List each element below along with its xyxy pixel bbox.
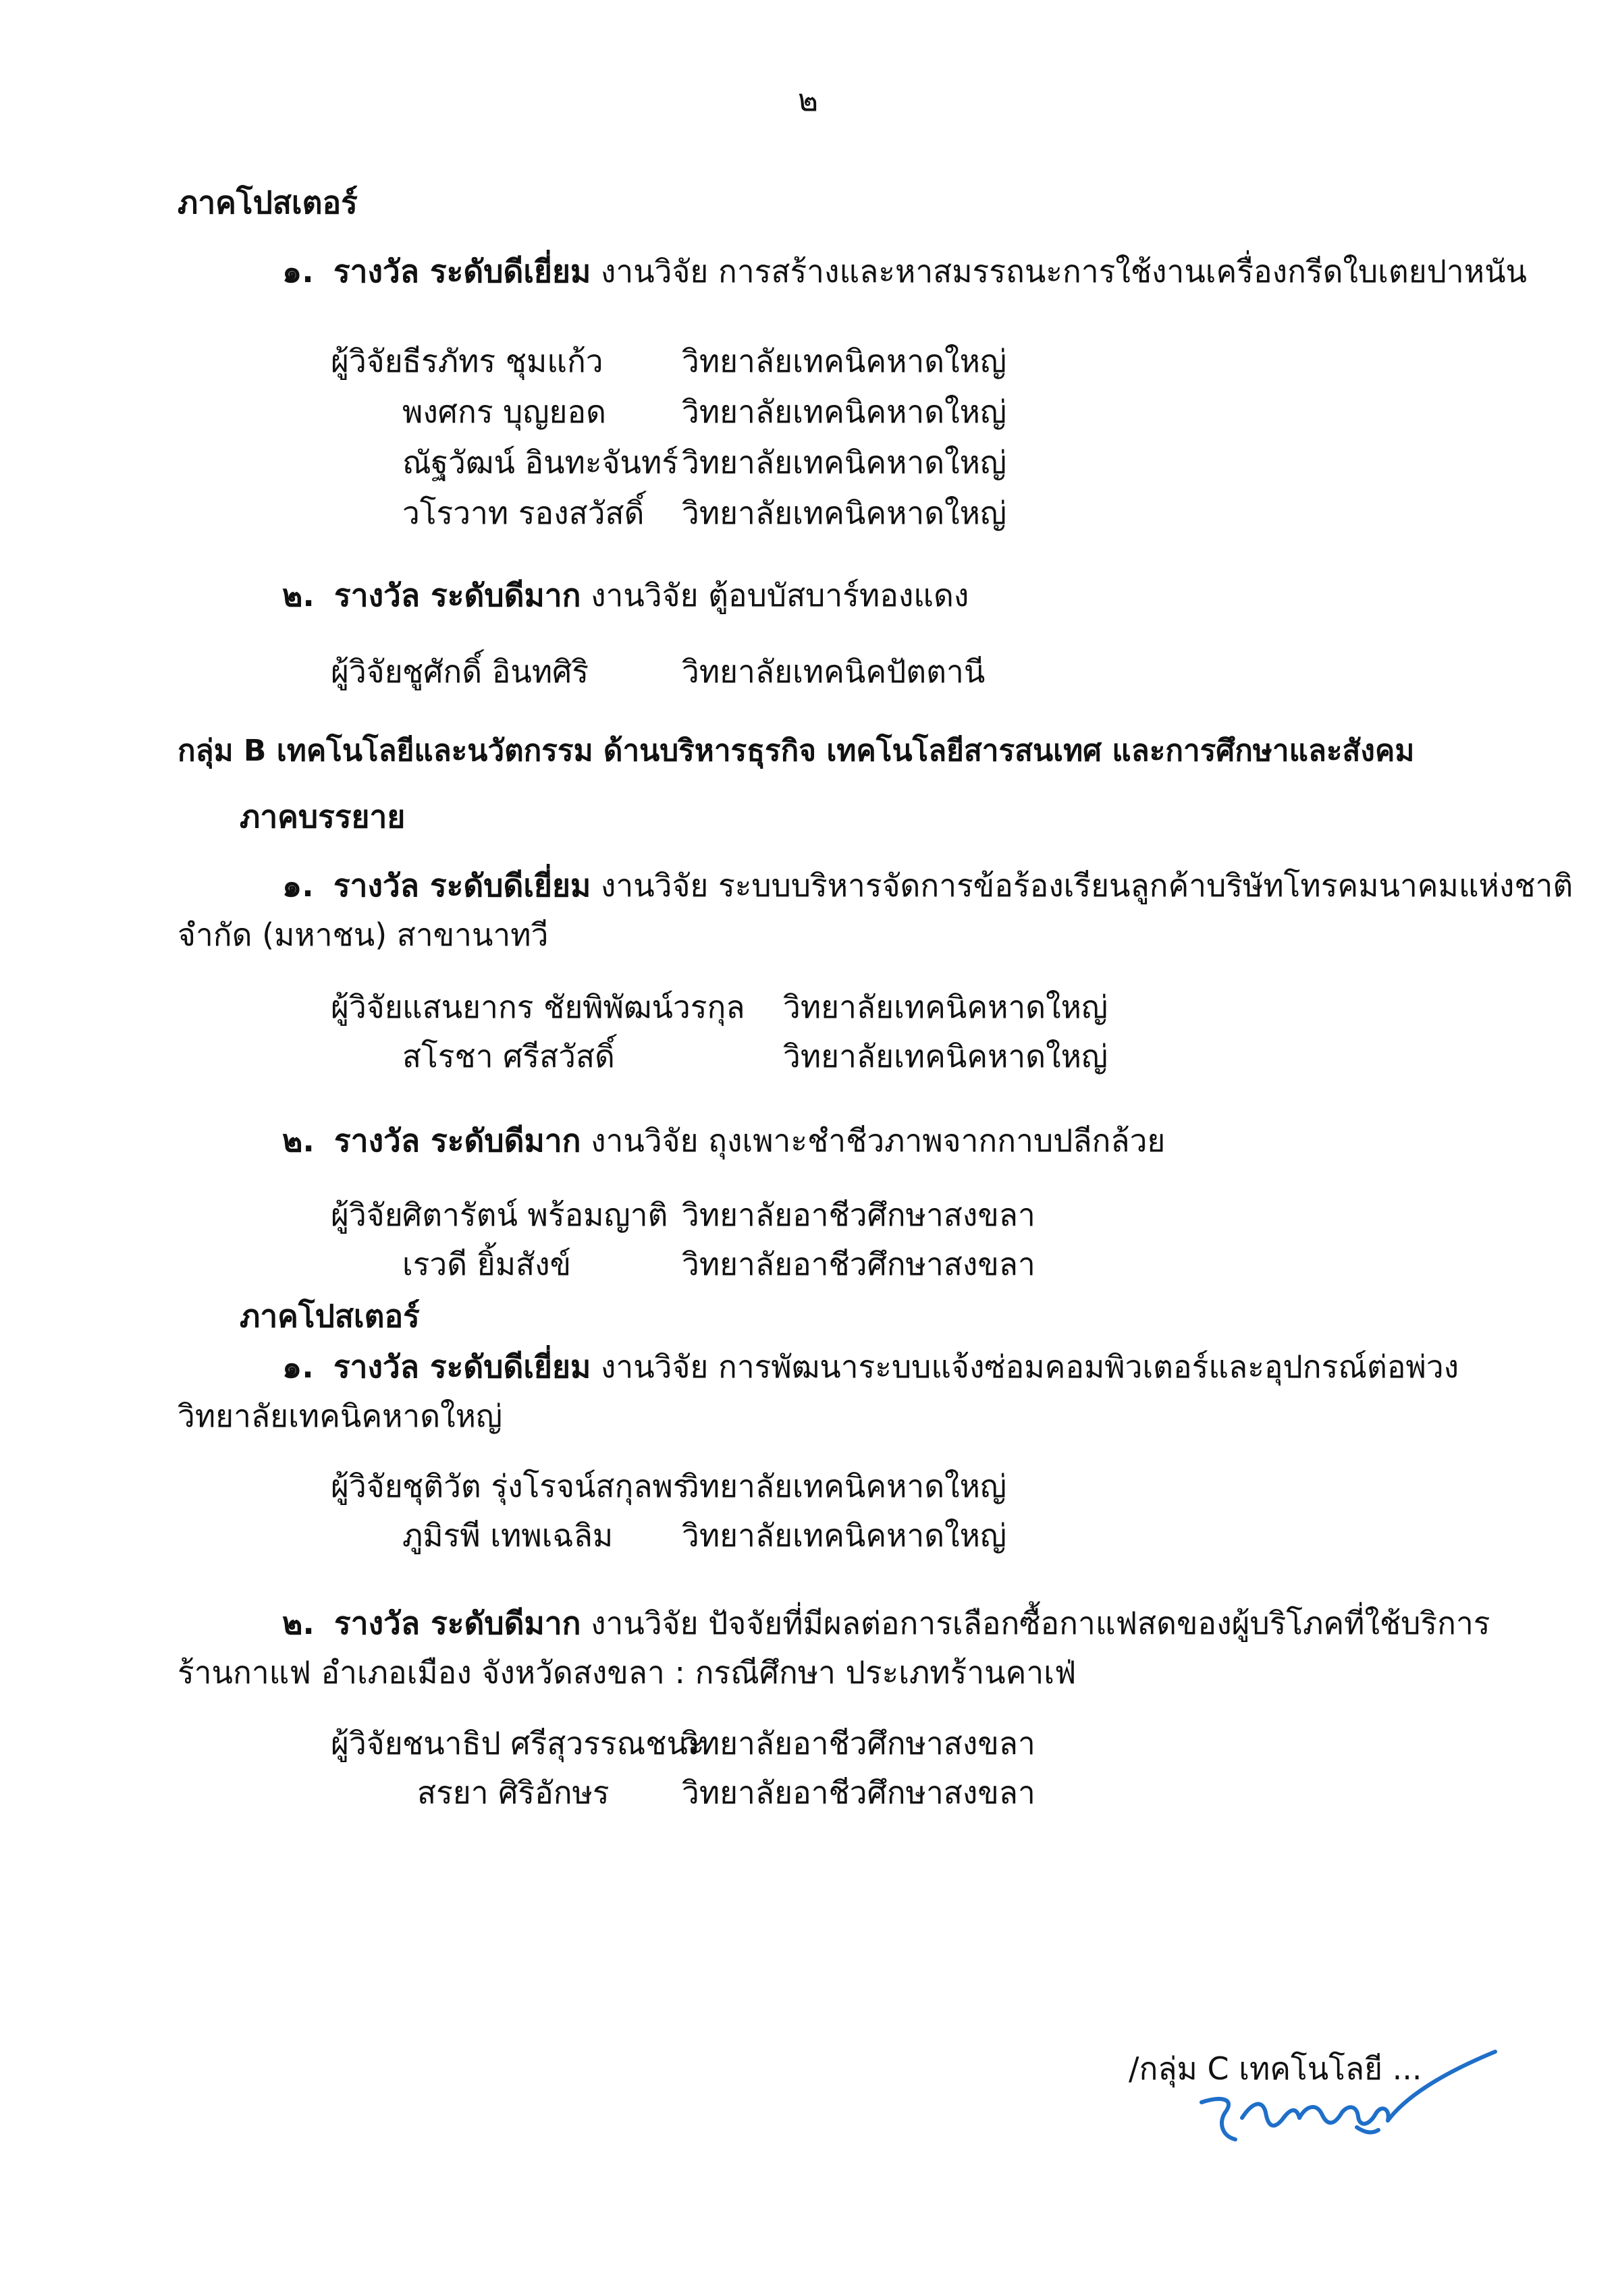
- researcher-name: ชนาธิป ศรีสุวรรณชนะ: [402, 1725, 705, 1761]
- group-b-heading: กลุ่ม B เทคโนโลยีและนวัตกรรม ด้านบริหารธุรกิจ เทคโนโลยีสารสนเทศ และการศึกษาและสังคม: [178, 734, 1415, 768]
- page-number: ๒: [797, 82, 819, 118]
- researcher-org: วิทยาลัยเทคนิคหาดใหญ่: [682, 1517, 1007, 1554]
- award-line: [282, 1603, 1490, 1643]
- signature-stroke: [1342, 2107, 1389, 2124]
- researcher-label: ผู้วิจัย: [331, 1197, 403, 1233]
- continuation-note: /กลุ่ม C เทคโนโลยี ...: [1129, 2050, 1422, 2087]
- award-text: งานวิจัย การสร้างและหาสมรรถนะการใช้งานเครื่องกรีดใบเตยปาหนัน: [600, 253, 1527, 290]
- signature-stroke: [1357, 2127, 1378, 2132]
- researcher-name: สโรชา ศรีสวัสดิ์: [402, 1038, 615, 1074]
- section-heading-poster: ภาคโปสเตอร์: [178, 184, 358, 221]
- award-number: ๒.: [282, 1605, 315, 1641]
- award-title: รางวัล ระดับดีมาก: [334, 1122, 581, 1159]
- researcher-org: วิทยาลัยเทคนิคหาดใหญ่: [682, 444, 1007, 481]
- signature-stroke: [1388, 2052, 1495, 2121]
- section-heading-oral: ภาคบรรยาย: [240, 798, 406, 835]
- award-line: [282, 575, 969, 616]
- section-heading-poster: ภาคโปสเตอร์: [240, 1298, 420, 1334]
- award-line: [282, 865, 1573, 906]
- researcher-org: วิทยาลัยเทคนิคปัตตานี: [682, 653, 986, 690]
- award-text: งานวิจัย ถุงเพาะชำชีวภาพจากกาบปลีกล้วย: [591, 1122, 1166, 1159]
- researcher-name: ชูศักดิ์ อินทศิริ: [402, 653, 589, 690]
- researcher-name: ภูมิรพี เทพเฉลิม: [402, 1517, 614, 1554]
- award-text-continued: จำกัด (มหาชน) สาขานาทวี: [178, 917, 549, 953]
- researcher-org: วิทยาลัยอาชีวศึกษาสงขลา: [682, 1774, 1035, 1811]
- researcher-org: วิทยาลัยอาชีวศึกษาสงขลา: [682, 1197, 1035, 1233]
- researcher-label: ผู้วิจัย: [331, 653, 403, 690]
- researcher-name: ชุติวัต รุ่งโรจน์สกุลพร: [402, 1468, 690, 1504]
- researcher-org: วิทยาลัยเทคนิคหาดใหญ่: [682, 1468, 1007, 1504]
- award-title: รางวัล ระดับดีเยี่ยม: [333, 1348, 591, 1385]
- award-text: งานวิจัย ระบบบริหารจัดการข้อร้องเรียนลูกค้าบริษัทโทรคมนาคมแห่งชาติ: [600, 867, 1573, 904]
- award-text-continued: ร้านกาแฟ อำเภอเมือง จังหวัดสงขลา : กรณีศึกษา ประเภทร้านคาเฟ่: [178, 1654, 1077, 1691]
- researcher-label: ผู้วิจัย: [331, 1725, 403, 1761]
- award-title: รางวัล ระดับดีมาก: [334, 577, 581, 613]
- award-text-continued: วิทยาลัยเทคนิคหาดใหญ่: [178, 1398, 503, 1434]
- researcher-name: ธีรภัทร ชุมแก้ว: [402, 343, 603, 379]
- award-number: ๒.: [282, 577, 315, 613]
- award-title: รางวัล ระดับดีเยี่ยม: [333, 867, 591, 904]
- award-text: งานวิจัย ตู้อบบัสบาร์ทองแดง: [591, 577, 969, 613]
- researcher-org: วิทยาลัยเทคนิคหาดใหญ่: [682, 393, 1007, 430]
- researcher-org: วิทยาลัยอาชีวศึกษาสงขลา: [682, 1725, 1035, 1761]
- researcher-org: วิทยาลัยเทคนิคหาดใหญ่: [783, 989, 1108, 1025]
- award-text: งานวิจัย ปัจจัยที่มีผลต่อการเลือกซื้อกาแฟสดของผู้บริโภคที่ใช้บริการ: [591, 1605, 1490, 1641]
- researcher-name: วโรวาท รองสวัสดิ์: [402, 495, 645, 531]
- researcher-org: วิทยาลัยเทคนิคหาดใหญ่: [682, 495, 1007, 531]
- award-title: รางวัล ระดับดีมาก: [334, 1605, 581, 1641]
- researcher-org: วิทยาลัยเทคนิคหาดใหญ่: [682, 343, 1007, 379]
- researcher-label: ผู้วิจัย: [331, 1468, 403, 1504]
- researcher-name: แสนยากร ชัยพิพัฒน์วรกุล: [402, 989, 745, 1025]
- researcher-name: พงศกร บุญยอด: [402, 393, 607, 430]
- researcher-name: ณัฐวัฒน์ อินทะจันทร์: [402, 444, 679, 481]
- award-line: [282, 251, 1527, 292]
- signature-image: [1188, 2038, 1499, 2153]
- award-line: [282, 1346, 1459, 1387]
- signature-stroke: [1242, 2104, 1299, 2126]
- researcher-name: เรวดี ยิ้มสังข์: [402, 1246, 572, 1282]
- award-number: ๑.: [282, 867, 314, 904]
- award-title: รางวัล ระดับดีเยี่ยม: [333, 253, 591, 290]
- signature-stroke: [1202, 2099, 1235, 2139]
- researcher-label: ผู้วิจัย: [331, 343, 403, 379]
- award-text: งานวิจัย การพัฒนาระบบแจ้งซ่อมคอมพิวเตอร์และอุปกรณ์ต่อพ่วง: [600, 1348, 1459, 1385]
- researcher-label: ผู้วิจัย: [331, 989, 403, 1025]
- award-number: ๑.: [282, 1348, 314, 1385]
- award-line: [282, 1120, 1165, 1161]
- researcher-name: ศิตารัตน์ พร้อมญาติ: [402, 1197, 668, 1233]
- researcher-org: วิทยาลัยอาชีวศึกษาสงขลา: [682, 1246, 1035, 1282]
- signature-stroke: [1299, 2107, 1342, 2123]
- award-number: ๑.: [282, 253, 314, 290]
- researcher-org: วิทยาลัยเทคนิคหาดใหญ่: [783, 1038, 1108, 1074]
- researcher-name: สรยา ศิริอักษร: [417, 1774, 610, 1811]
- award-number: ๒.: [282, 1122, 315, 1159]
